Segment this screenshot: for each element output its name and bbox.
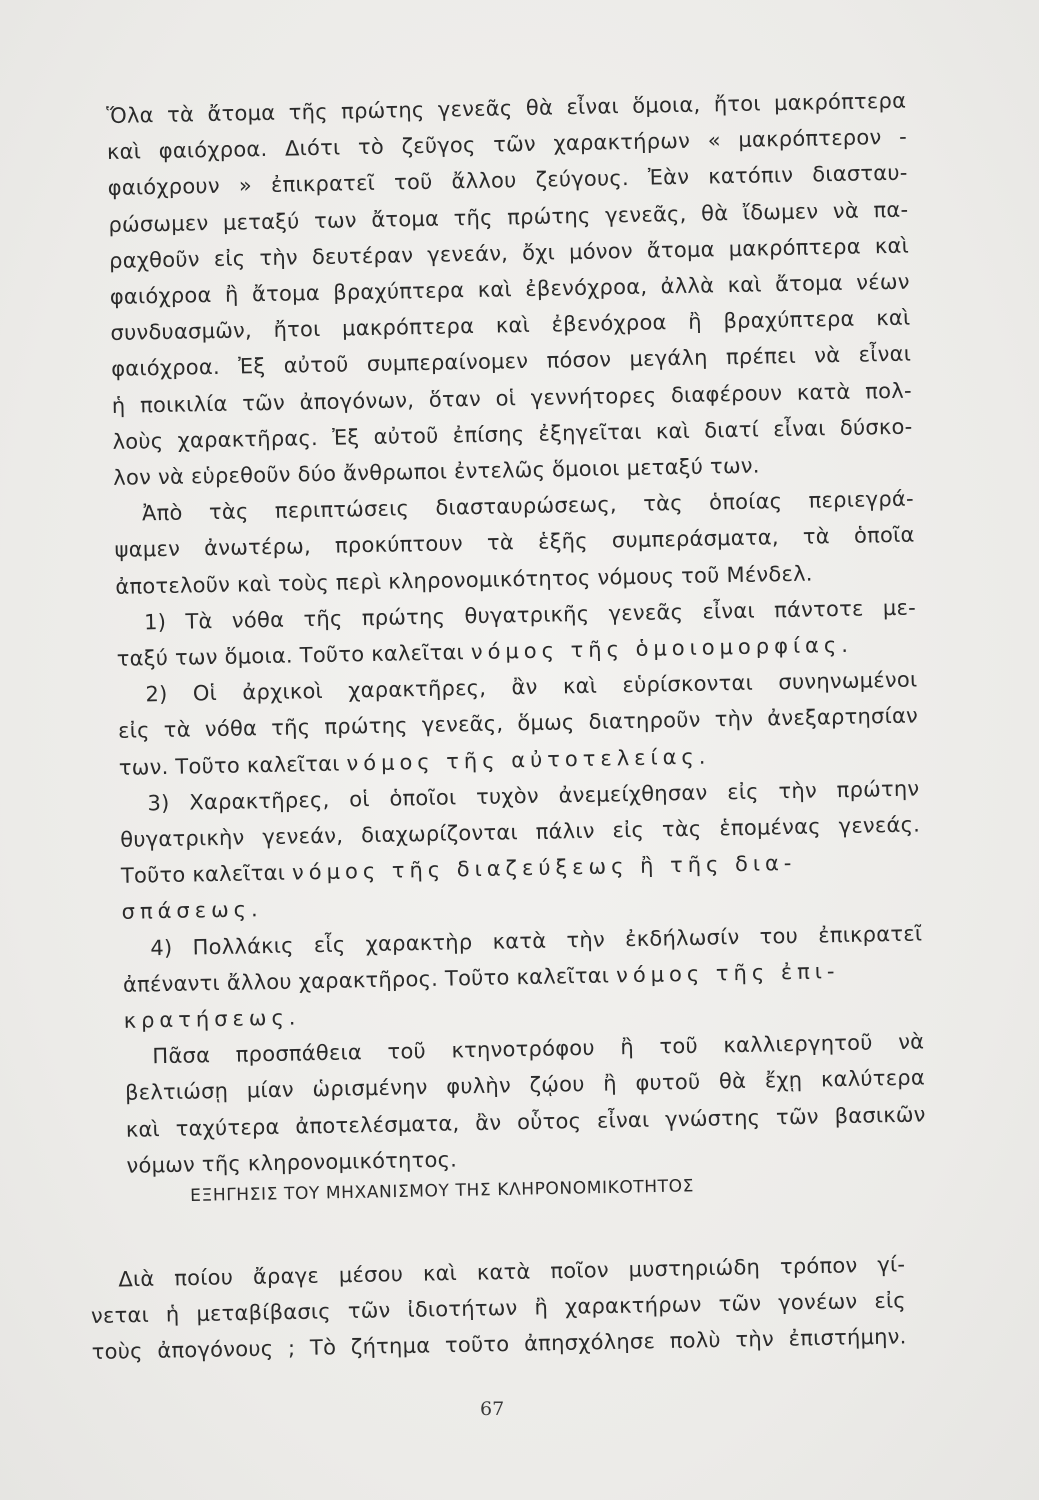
law-4-line: 4) Πολλάκις εἷς χαρακτὴρ κατὰ τὴν ἐκδήλωσίν του ἐπικρατεῖ [150,921,923,960]
text-line: φαιόχρουν » ἐπικρατεῖ τοῦ ἄλλου ζεύγους. Ἐὰν κατόπιν διασταυ- [107,161,908,201]
law-2-lead: των. Τοῦτο καλεῖται [118,751,340,780]
text-line: Ἀπὸ τὰς περιπτώσεις διασταυρώσεως, τὰς ὁποίας περιεγρά- [141,486,915,526]
law-4-term: νόμος τῆς ἐπι- [615,958,840,988]
text-line: ρώσωμεν μεταξύ των ἄτομα τῆς πρώτης γενεᾶς, θὰ ἴδωμεν νὰ πα- [108,197,909,237]
text-line: ἡ ποικιλία τῶν ἀπογόνων, ὅταν οἱ γεννήτορες διαφέρουν κατὰ πολ- [111,378,912,418]
main-text [106,83,927,1184]
law-3-line: θυγατρικὴν γενεάν, διαχωρίζονται πάλιν εἰς τὰς ἑπομένας γενεάς. [120,812,921,852]
law-4-term-continued: κρατήσεως. [123,1005,301,1033]
law-4-lead: ἀπέναντι ἄλλου χαρακτῆρος. Τοῦτο καλεῖται [122,963,610,997]
law-1-term: νόμος τῆς ὁμοιομορφίας. [470,632,854,665]
text-line: ἀποτελοῦν καὶ τοὺς περὶ κληρονομικότητος νόμους τοῦ Μένδελ. [115,561,813,599]
text-line: καὶ φαιόχροα. Διότι τὸ ζεῦγος τῶν χαρακτήρων « μακρόπτερον - [106,124,908,165]
law-3-term: νόμος τῆς διαζεύξεως ἢ τῆς δια- [291,851,797,885]
text-line: ραχθοῦν εἰς τὴν δευτέραν γενεάν, ὄχι μόνον ἄτομα μακρόπτερα καὶ [108,233,910,273]
closing-line: Πᾶσα προσπάθεια τοῦ κτηνοτρόφου ἢ τοῦ καλλιεργητοῦ νὰ [152,1029,925,1069]
law-1-lead: ταξύ των ὅμοια. Τοῦτο καλεῖται [116,640,465,671]
text-line: λοὺς χαρακτῆρας. Ἐξ αὐτοῦ ἐπίσης ἐξηγεῖται καὶ διατί εἶναι δύσκο- [112,414,913,454]
text-line: ψαμεν ἀνωτέρω, προκύπτουν τὰ ἑξῆς συμπεράσματα, τὰ ὁποῖα [114,522,915,563]
law-2-line: εἰς τὰ νόθα τῆς πρώτης γενεᾶς, ὅμως διατηροῦν τὴν ἀνεξαρτησίαν [117,703,919,744]
section-text [90,1246,907,1370]
page-number: 67 [480,1398,505,1420]
text-line: συνδυασμῶν, ἤτοι μακρόπτερα καὶ ἐβενόχροα ἢ βραχύπτερα καὶ [110,305,911,346]
section-line: τοὺς ἀπογόνους ; Τὸ ζήτημα τοῦτο ἀπησχόλησε πολὺ τὴν ἐπιστήμην. [91,1324,907,1365]
text-line: φαιόχροα. Ἐξ αὐτοῦ συμπεραίνομεν πόσον μεγάλη πρέπει νὰ εἶναι [110,342,912,382]
law-2-line: 2) Οἱ ἀρχικοὶ χαρακτῆρες, ἂν καὶ εὑρίσκονται συνηνωμένοι [145,667,918,707]
law-2-term: νόμος τῆς αὐτοτελείας. [346,744,711,776]
section-heading: ΕΞΗΓΗΣΙΣ ΤΟΥ ΜΗΧΑΝΙΣΜΟΥ ΤΗΣ ΚΛΗΡΟΝΟΜΙΚΟΤΗΤΟΣ [190,1176,695,1206]
closing-line: νόμων τῆς κληρονομικότητος. [126,1147,458,1178]
closing-line: καὶ ταχύτερα ἀποτελέσματα, ἂν οὗτος εἶναι γνώστης τῶν βασικῶν [125,1102,926,1142]
text-line: φαιόχροα ἢ ἄτομα βραχύπτερα καὶ ἐβενόχροα, ἀλλὰ καὶ ἄτομα νέων [109,269,910,309]
closing-line: βελτιώσῃ μίαν ὡρισμένην φυλὴν ζῴου ἢ φυτοῦ θὰ ἔχῃ καλύτερα [124,1065,926,1106]
law-1-line: 1) Τὰ νόθα τῆς πρώτης θυγατρικῆς γενεᾶς εἶναι πάντοτε με- [143,595,917,635]
text-line: λον νὰ εὑρεθοῦν δύο ἄνθρωποι ἐντελῶς ὅμοιοι μεταξύ των. [113,453,760,490]
section-line: νεται ἡ μεταβίβασις τῶν ἰδιοτήτων ἢ χαρακτήρων τῶν γονέων εἰς [90,1288,907,1329]
law-3-lead: Τοῦτο καλεῖται [120,860,286,889]
section-line: Διὰ ποίου ἄραγε μέσου καὶ κατὰ ποῖον μυστηριώδη τρόπον γί- [118,1252,906,1292]
law-3-line: 3) Χαρακτῆρες, οἱ ὁποῖοι τυχὸν ἀνεμείχθησαν εἰς τὴν πρώτην [147,776,920,816]
law-3-term-continued: σπάσεως. [121,897,263,925]
text-line: Ὅλα τὰ ἄτομα τῆς πρώτης γενεᾶς θὰ εἶναι ὅμοια, ἤτοι μακρόπτερα [106,88,907,128]
